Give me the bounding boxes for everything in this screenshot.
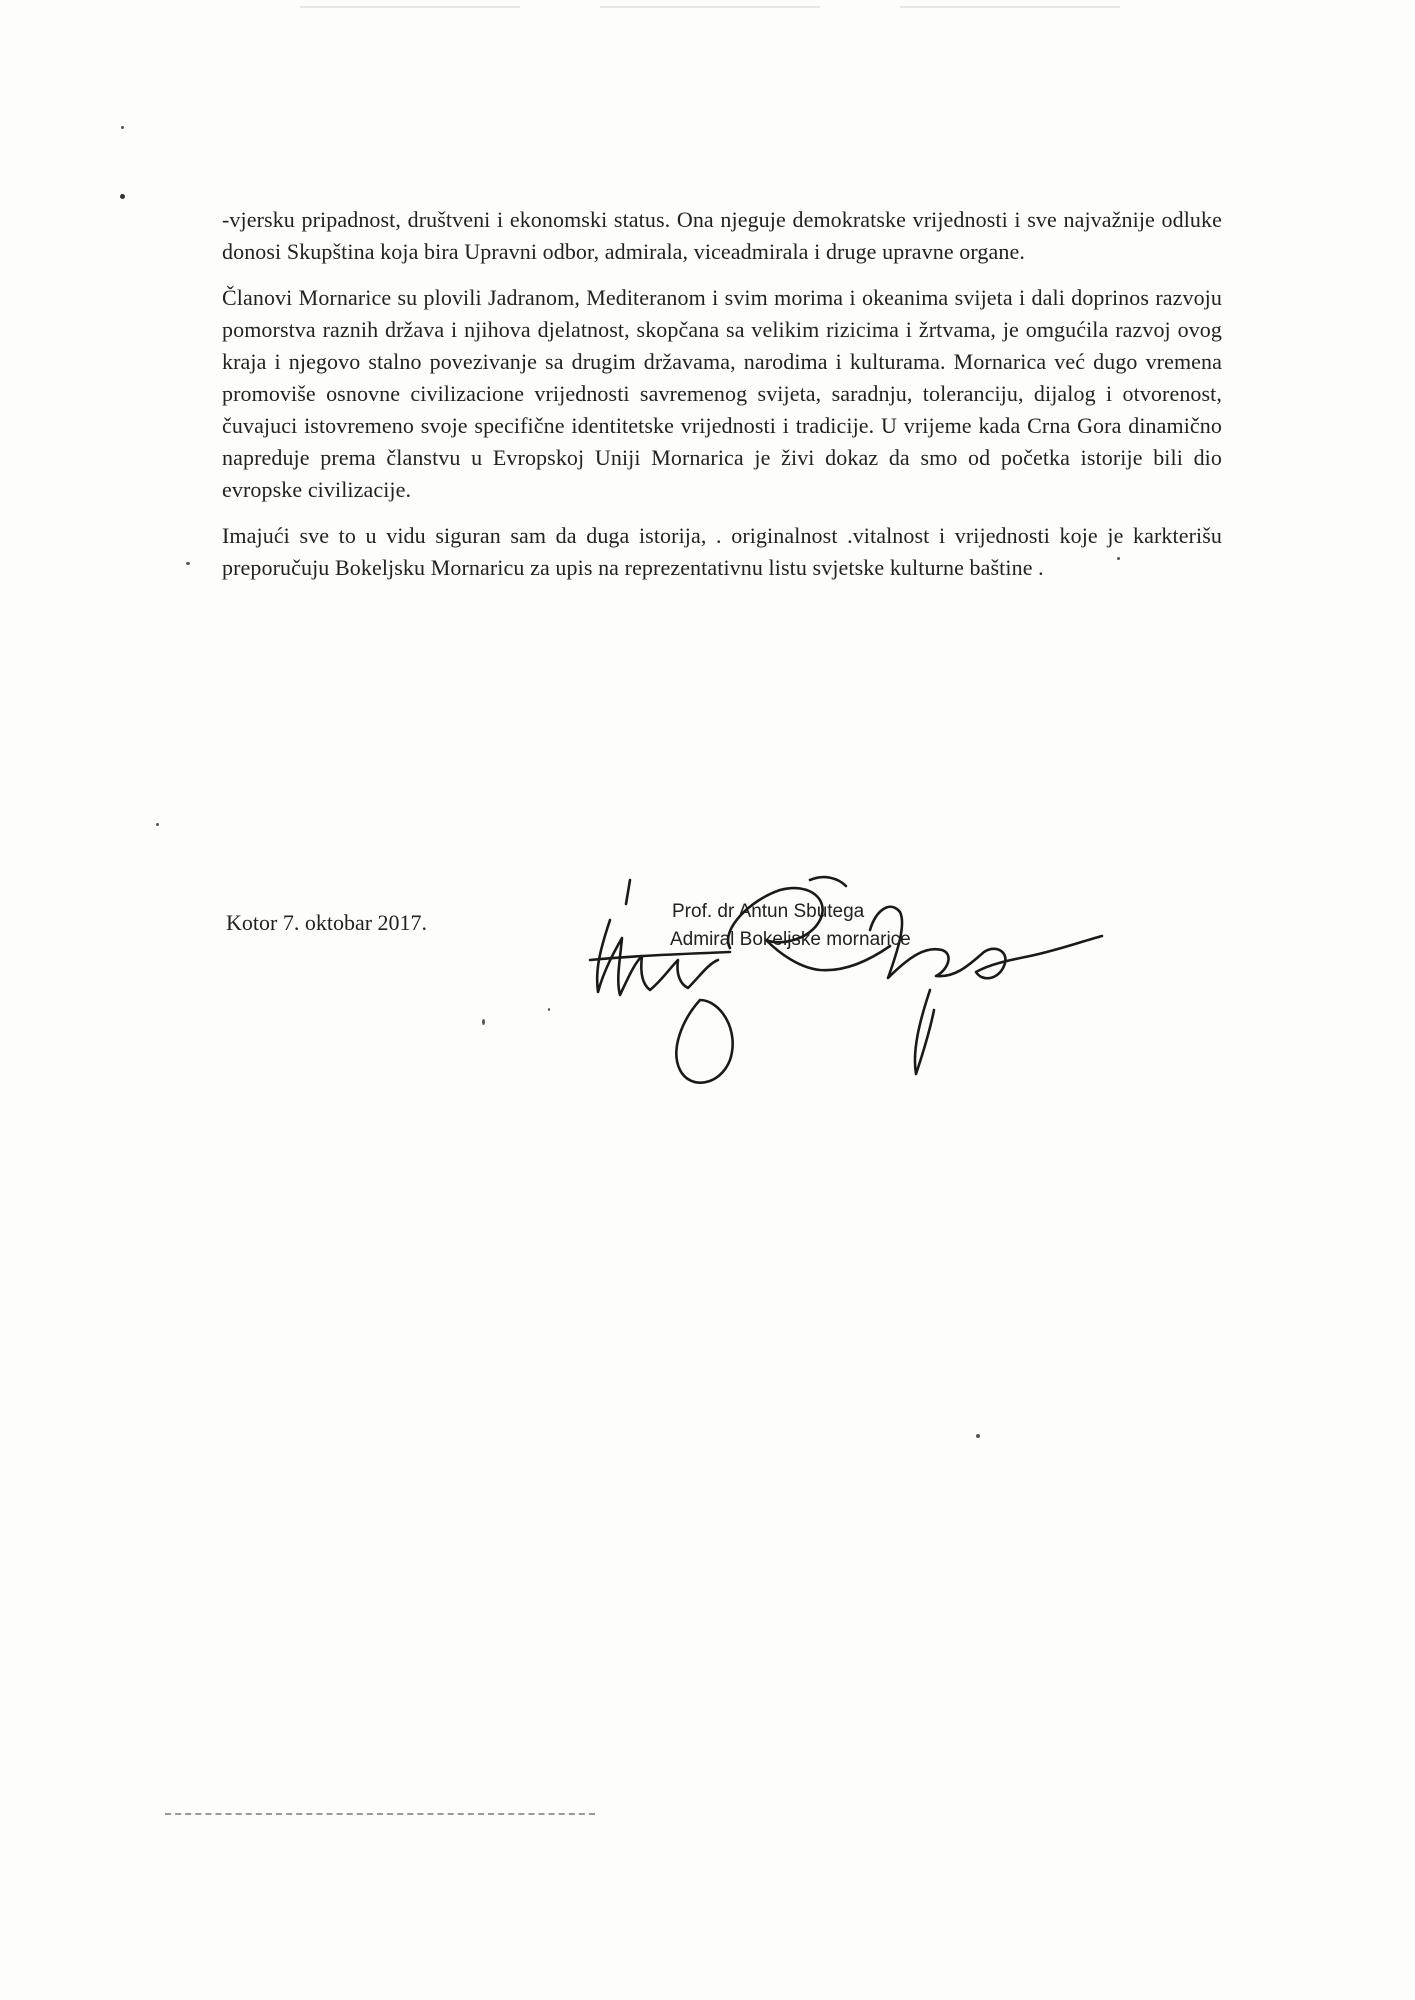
place-date: Kotor 7. oktobar 2017. xyxy=(226,910,428,935)
paragraph-1: -vjersku pripadnost, društveni i ekonomski status. Ona njeguje demokratske vrijednosti i sve najvažnije odluke donosi Skupština koja bira Upravni odbor, admirala, viceadmirala i druge upravne organe. xyxy=(222,207,1222,264)
signatory-title: Admiral Bokeljske mornarice xyxy=(670,929,911,950)
scan-speck xyxy=(186,562,190,565)
scan-speck xyxy=(120,194,125,199)
letter-body xyxy=(222,204,1222,598)
scan-speck xyxy=(548,1008,550,1011)
scan-edge xyxy=(600,6,820,8)
scan-speck xyxy=(121,126,124,129)
scan-speck xyxy=(156,823,159,826)
scan-speck xyxy=(976,1434,980,1438)
handwritten-signature xyxy=(570,860,1110,1100)
scan-edge xyxy=(900,6,1120,8)
paragraph-3: Imajući sve to u vidu siguran sam da duga istorija, . originalnost .vitalnost i vrijednosti koje je karkterišu preporučuju Bokeljsku Mornaricu za upis na reprezentativnu listu svjetske kulturne baštine . xyxy=(222,523,1222,580)
paragraph-2: Članovi Mornarice su plovili Jadranom, Mediteranom i svim morima i okeanima svijeta i dali doprinos razvoju pomorstva raznih država i njihova djelatnost, skopčana sa velikim rizicima i žrtvama, je omgućila razvoj ovog kraja i njegovo stalno povezivanje sa drugim državama, narodima i kulturama. Mornarica već dugo vremena promoviše osnovne civilizacione vrijednosti savremenog svijeta, saradnju, toleranciju, dijalog i otvorenost, čuvajuci istovremeno svoje specifične identitetske vrijednosti i tradicije. U vrijeme kada Crna Gora dinamično napreduje prema članstvu u Evropskoj Uniji Mornarica je živi dokaz da smo od početka istorije bili dio evropske civilizacije. xyxy=(222,285,1222,502)
scan-edge xyxy=(300,6,520,8)
signatory-name: Prof. dr Antun Sbutega xyxy=(672,901,865,922)
scan-speck xyxy=(482,1019,485,1025)
scan-footer-line xyxy=(165,1813,595,1816)
